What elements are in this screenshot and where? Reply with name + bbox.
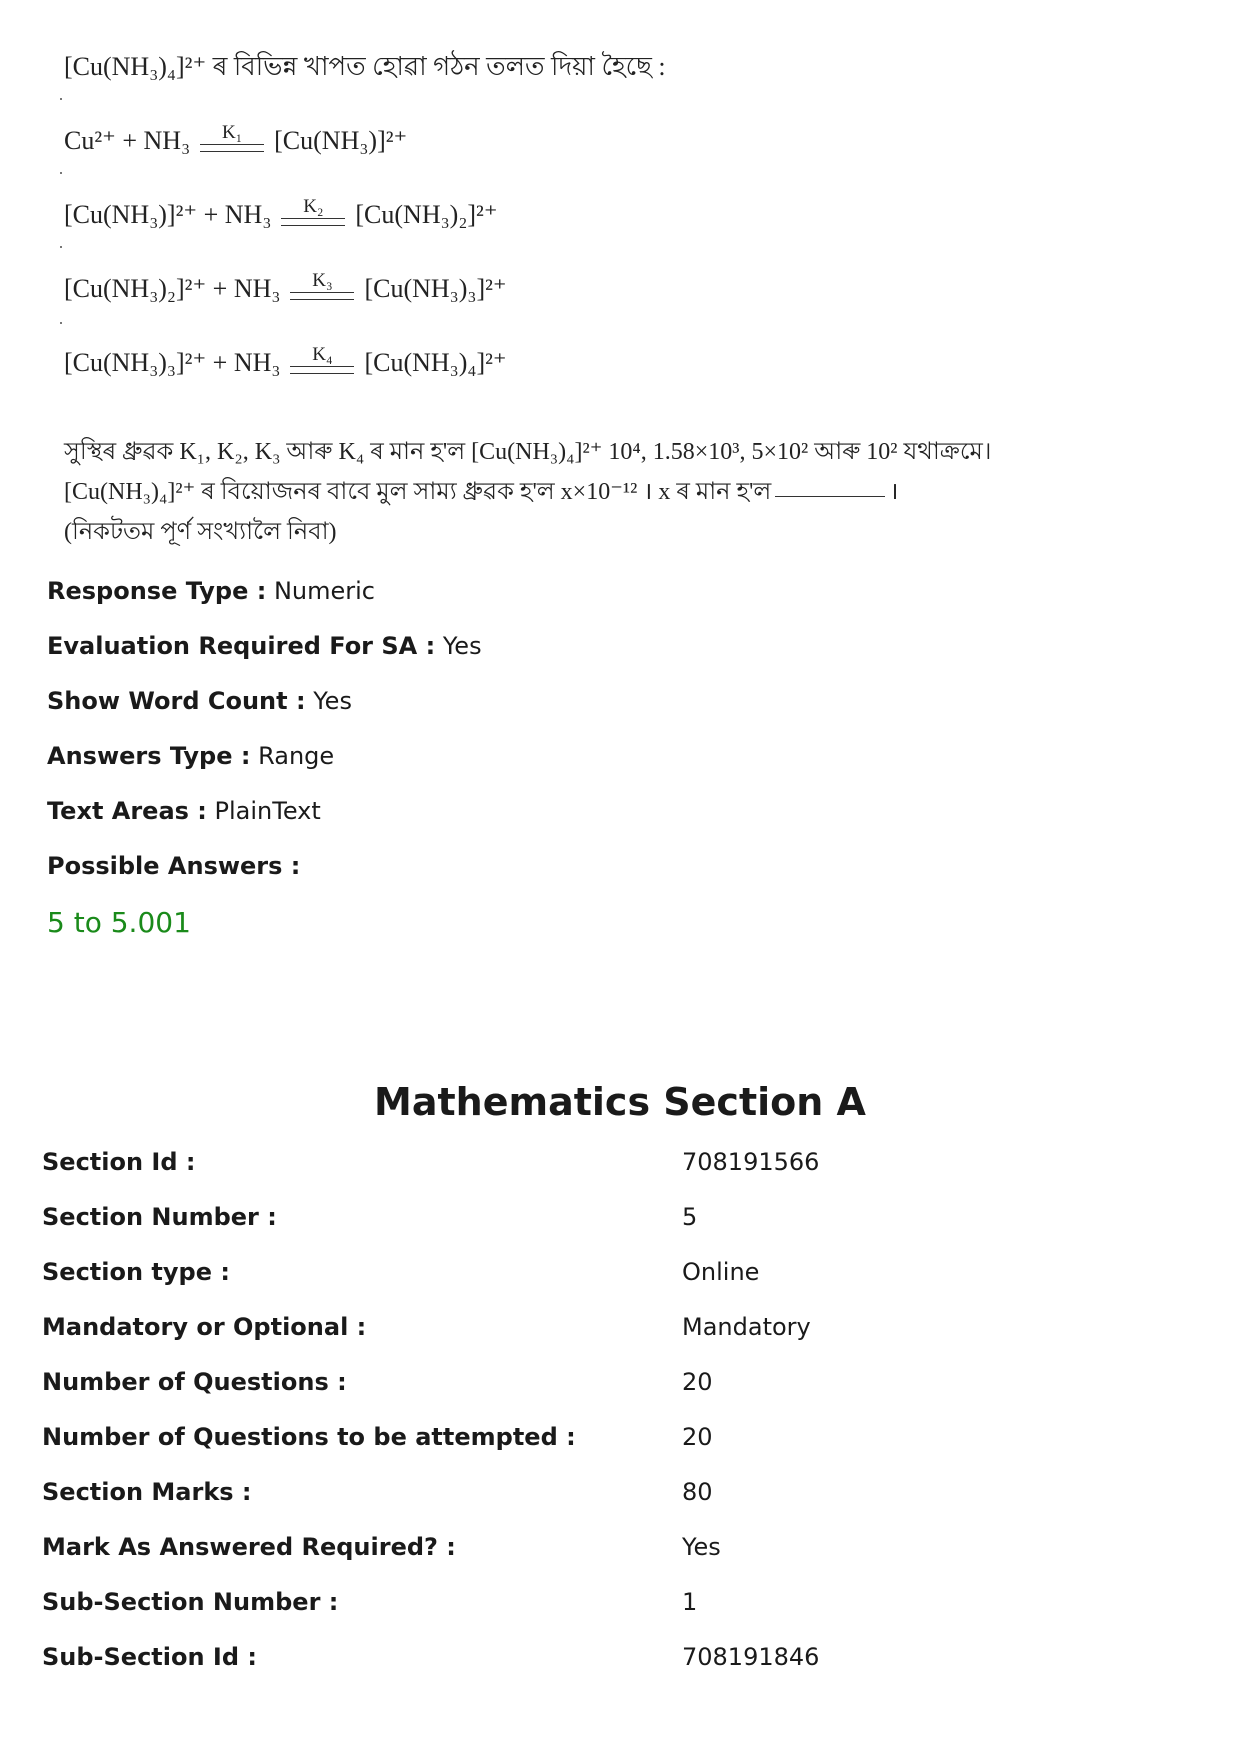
section-row-sub-section-id [42,1643,1192,1683]
section-row-section-marks [42,1478,1192,1518]
section-row-questions-to-attempt [42,1423,1192,1463]
section-row-label: Section type : [42,1258,230,1286]
equation-left: Cu²⁺ + NH₃ [64,126,191,155]
equation-left: [Cu(NH₃)]²⁺ + NH₃ [64,200,272,229]
section-row-value: 708191846 [682,1643,820,1671]
question-image [60,40,992,560]
equilibrium-arrow [290,345,354,374]
equation-right: [Cu(NH₃)₄]²⁺ [364,348,507,377]
section-row-value: Yes [682,1533,721,1561]
section-row-section-id [42,1148,1192,1188]
equilibrium-equation-2 [64,190,498,240]
section-row-mark-as-answered [42,1533,1192,1573]
possible-answer-value: 5 to 5.001 [47,906,191,939]
equilibrium-arrow [200,123,264,152]
text-areas-value: PlainText [214,797,321,825]
show-word-count-value: Yes [313,687,352,715]
heading-formula: [Cu(NH₃)₄]²⁺ [64,52,207,81]
answers-type-label: Answers Type : [47,742,251,770]
section-row-value: 20 [682,1423,713,1451]
section-row-label: Sub-Section Number : [42,1588,339,1616]
question-paragraph-line-2 [64,480,898,504]
section-row-value: Online [682,1258,760,1286]
equation-left: [Cu(NH₃)₃]²⁺ + NH₃ [64,348,281,377]
question-paragraph-text: [Cu(NH₃)₄]²⁺ ৰ বিয়োজনৰ বাবে মুল সাম্য ধ্ৰুৱক হ'ল x×10⁻¹² । x ৰ মান হ'ল [64,479,772,505]
answer-blank [775,496,885,497]
equilibrium-constant-label: K₄ [312,343,333,365]
question-heading [64,54,666,80]
section-row-value: Mandatory [682,1313,811,1341]
possible-answers-label: Possible Answers : [47,852,301,880]
show-word-count-row [47,687,352,715]
scan-dot [60,98,62,100]
section-row-value: 708191566 [682,1148,820,1176]
question-paragraph-line-3: (নিকটতম পূৰ্ণ সংখ্যালৈ নিবা) [64,519,337,545]
response-type-row [47,577,375,605]
section-row-number-of-questions [42,1368,1192,1408]
response-type-value: Numeric [273,577,375,605]
show-word-count-label: Show Word Count : [47,687,306,715]
section-row-value: 20 [682,1368,713,1396]
section-row-section-number [42,1203,1192,1243]
equilibrium-equation-3 [64,264,507,314]
equation-right: [Cu(NH₃)₃]²⁺ [364,274,507,303]
equilibrium-constant-label: K₂ [303,195,324,217]
double-arrow-icon [281,218,345,226]
equilibrium-equation-1 [64,116,407,166]
equilibrium-constant-label: K₁ [221,121,243,143]
section-row-section-type [42,1258,1192,1298]
section-row-mandatory [42,1313,1192,1353]
scan-dot [60,172,62,174]
answers-type-row [47,742,334,770]
possible-answers-row [47,852,300,880]
equilibrium-arrow [281,197,345,226]
section-row-label: Sub-Section Id : [42,1643,257,1671]
heading-text: ৰ বিভিন্ন খাপত হোৱা গঠন তলত দিয়া হৈছে : [212,52,666,81]
section-row-label: Mandatory or Optional : [42,1313,367,1341]
question-paragraph-line-1: সুস্থিৰ ধ্ৰুৱক K₁, K₂, K₃ আৰু K₄ ৰ মান হ'ল [Cu(NH₃)₄]²⁺ 10⁴, 1.58×10³, 5×10² আৰু 10² যথাক্ৰমে। [64,439,992,465]
section-row-label: Section Id : [42,1148,196,1176]
scan-dot [60,322,62,324]
response-type-label: Response Type : [47,577,267,605]
section-row-value: 1 [682,1588,698,1616]
evaluation-required-label: Evaluation Required For SA : [47,632,436,660]
double-arrow-icon [290,366,354,374]
section-row-label: Mark As Answered Required? : [42,1533,456,1561]
equation-right: [Cu(NH₃)]²⁺ [274,126,408,155]
scan-dot [60,246,62,248]
section-row-label: Number of Questions to be attempted : [42,1423,576,1451]
section-title: Mathematics Section A [374,1080,866,1124]
section-row-label: Section Marks : [42,1478,252,1506]
section-row-label: Number of Questions : [42,1368,347,1396]
equilibrium-arrow [290,271,354,300]
section-row-sub-section-number [42,1588,1192,1628]
section-row-label: Section Number : [42,1203,277,1231]
question-paragraph-end: । [889,479,899,505]
equation-right: [Cu(NH₃)₂]²⁺ [355,200,498,229]
equilibrium-equation-4 [64,338,507,388]
text-areas-label: Text Areas : [47,797,207,825]
section-row-value: 80 [682,1478,713,1506]
evaluation-required-value: Yes [442,632,482,660]
text-areas-row [47,797,321,825]
double-arrow-icon [290,292,354,300]
evaluation-required-row [47,632,482,660]
double-arrow-icon [200,144,264,152]
answers-type-value: Range [258,742,335,770]
equation-left: [Cu(NH₃)₂]²⁺ + NH₃ [64,274,281,303]
section-row-value: 5 [682,1203,698,1231]
equilibrium-constant-label: K₃ [312,269,333,291]
